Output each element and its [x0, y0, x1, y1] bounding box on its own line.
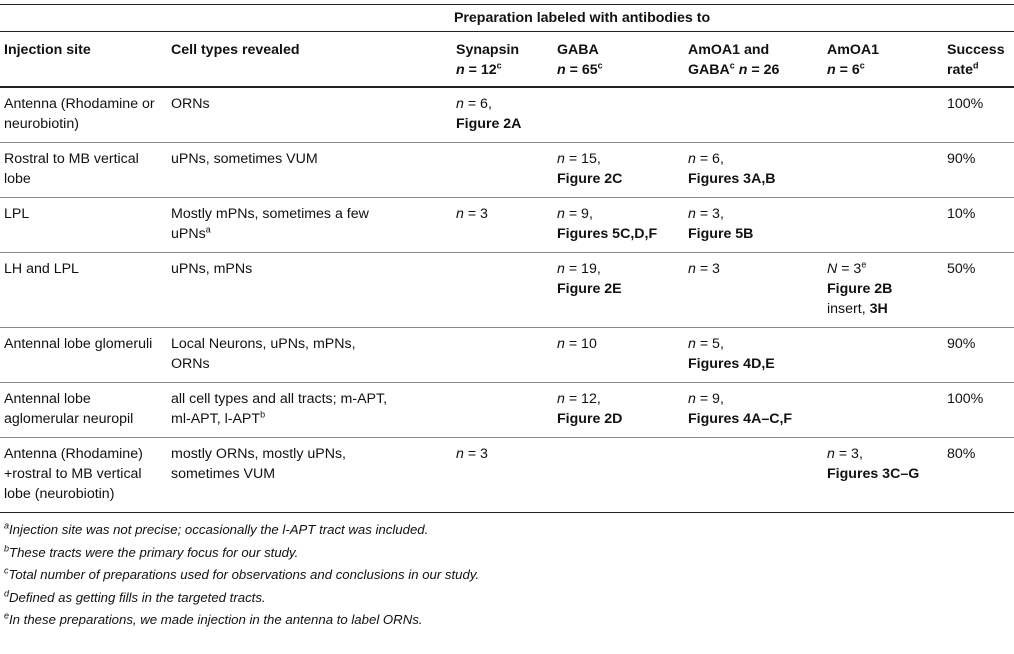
amoa1-gaba-figure-ref: Figures 4A–C,F — [688, 411, 793, 427]
cell-gaba — [557, 143, 688, 198]
group-header: Preparation labeled with antibodies to — [0, 5, 1014, 32]
amoa1-gaba-n-symbol: n — [688, 151, 696, 167]
footnote-mark: d — [4, 588, 10, 599]
cell-amoa1 — [827, 328, 947, 383]
cell-amoa1-gaba — [688, 253, 827, 328]
cell-gaba — [557, 328, 688, 383]
amoa1-n-value: = 3 — [837, 261, 862, 277]
cell-amoa1 — [827, 438, 947, 513]
gaba-n-value: = 10 — [564, 336, 597, 352]
cell-amoa1-gaba — [688, 143, 827, 198]
amoa1-n-symbol: N — [827, 261, 838, 277]
cell-amoa1-gaba — [688, 87, 827, 143]
footnote — [4, 589, 266, 607]
cell-cell-types — [171, 253, 456, 328]
footnote — [4, 611, 422, 629]
synapsin-n-value: = 3 — [463, 446, 488, 462]
cell-types-text: Local Neurons, uPNs, mPNs, ORNs — [171, 336, 356, 372]
synapsin-figure-ref: Figure 2A — [456, 116, 522, 132]
amoa1-gaba-n-symbol: n — [688, 261, 696, 277]
col-amoa1 — [827, 32, 947, 88]
col-synapsin-name: Synapsin — [456, 42, 520, 58]
cell-gaba — [557, 253, 688, 328]
cell-synapsin — [456, 143, 557, 198]
cell-types-sup: a — [205, 224, 211, 235]
footnote-mark: e — [4, 610, 10, 621]
cell-amoa1 — [827, 87, 947, 143]
footnote-text: In these preparations, we made injection in the antenna to label ORNs. — [9, 612, 423, 627]
column-header-row — [0, 32, 1014, 88]
cell-amoa1-gaba — [688, 383, 827, 438]
amoa1-extra: insert, — [827, 301, 870, 317]
amoa1-gaba-figure-ref: Figure 5B — [688, 226, 754, 242]
col-success-rate — [947, 32, 1014, 88]
amoa1-gaba-figure-ref: Figures 3A,B — [688, 171, 776, 187]
cell-types-text: uPNs, sometimes VUM — [171, 151, 318, 167]
cell-injection-site: LPL — [0, 198, 171, 253]
amoa1-figure-ref: Figure 2B — [827, 281, 893, 297]
table-row — [0, 143, 1014, 198]
footnote — [4, 566, 479, 584]
col-amoa1-gaba — [688, 32, 827, 88]
gaba-n-value: = 19, — [564, 261, 601, 277]
col-success-sup: d — [973, 60, 979, 71]
footnote-text: These tracts were the primary focus for our study. — [9, 544, 299, 560]
amoa1-gaba-n-symbol: n — [688, 206, 696, 222]
cell-injection-site: Antennal lobe aglomerular neuropil — [0, 383, 171, 438]
cell-synapsin — [456, 438, 557, 513]
cell-amoa1 — [827, 383, 947, 438]
cell-types-text: all cell types and all tracts; m-APT, ml-APT, l-APT — [171, 391, 388, 427]
col-amoa1-gaba-n: n — [738, 62, 748, 78]
amoa1-sup: e — [861, 259, 867, 270]
col-gaba-sup: c — [597, 60, 603, 71]
col-amoa1-n: n — [827, 62, 836, 78]
gaba-n-symbol: n — [557, 151, 565, 167]
amoa1-extra-figure: 3H — [869, 301, 888, 317]
col-amoa1-gaba-line2: GABA — [688, 62, 730, 78]
footnote-mark: a — [4, 520, 10, 531]
cell-synapsin — [456, 383, 557, 438]
cell-synapsin — [456, 87, 557, 143]
footnote — [4, 544, 298, 562]
cell-synapsin — [456, 198, 557, 253]
cell-amoa1 — [827, 198, 947, 253]
cell-synapsin — [456, 328, 557, 383]
cell-types-text: mostly ORNs, mostly uPNs, sometimes VUM — [171, 446, 347, 482]
amoa1-figure-ref: Figures 3C–G — [827, 466, 920, 482]
col-gaba — [557, 32, 688, 88]
col-synapsin-nval: = 12 — [464, 62, 497, 78]
footnote-text: Defined as getting fills in the targeted tracts. — [9, 589, 266, 605]
amoa1-gaba-n-value: = 3, — [695, 206, 724, 222]
gaba-n-value: = 15, — [564, 151, 601, 167]
cell-cell-types — [171, 328, 456, 383]
cell-success-rate: 80% — [947, 438, 1014, 513]
col-gaba-nval: = 65 — [565, 62, 598, 78]
cell-gaba — [557, 87, 688, 143]
gaba-n-value: = 9, — [564, 206, 593, 222]
cell-amoa1-gaba — [688, 328, 827, 383]
table-row — [0, 253, 1014, 328]
cell-amoa1-gaba — [688, 198, 827, 253]
footnote-mark: c — [4, 565, 9, 576]
gaba-figure-ref: Figure 2D — [557, 411, 623, 427]
col-injection-site: Injection site — [0, 32, 171, 88]
cell-success-rate: 90% — [947, 328, 1014, 383]
col-cell-types: Cell types revealed — [171, 32, 456, 88]
footnote-text: Total number of preparations used for observations and conclusions in our study. — [8, 567, 480, 582]
col-amoa1-gaba-nval: = 26 — [747, 62, 780, 78]
amoa1-gaba-figure-ref: Figures 4D,E — [688, 356, 775, 372]
amoa1-gaba-n-value: = 6, — [695, 151, 724, 167]
col-amoa1-sup: c — [859, 60, 865, 71]
col-amoa1-nval: = 6 — [835, 62, 860, 78]
cell-cell-types — [171, 198, 456, 253]
cell-cell-types — [171, 87, 456, 143]
amoa1-gaba-n-value: = 3 — [695, 261, 720, 277]
cell-injection-site: Antenna (Rhodamine or neurobiotin) — [0, 87, 171, 143]
cell-synapsin — [456, 253, 557, 328]
table-row — [0, 438, 1014, 513]
cell-success-rate: 100% — [947, 87, 1014, 143]
gaba-n-symbol: n — [557, 336, 565, 352]
table-row — [0, 328, 1014, 383]
cell-amoa1 — [827, 253, 947, 328]
col-success-line1: Success — [947, 42, 1005, 58]
gaba-n-symbol: n — [557, 391, 565, 407]
gaba-n-value: = 12, — [564, 391, 601, 407]
cell-cell-types — [171, 438, 456, 513]
footnote-mark: b — [4, 543, 10, 554]
cell-types-sup: b — [260, 409, 266, 420]
amoa1-gaba-n-symbol: n — [688, 391, 696, 407]
gaba-n-symbol: n — [557, 206, 565, 222]
table-row — [0, 87, 1014, 143]
cell-success-rate: 90% — [947, 143, 1014, 198]
cell-amoa1 — [827, 143, 947, 198]
table-row — [0, 383, 1014, 438]
col-synapsin — [456, 32, 557, 88]
footnote-text: Injection site was not precise; occasionally the l-APT tract was included. — [9, 522, 429, 537]
synapsin-n-value: = 3 — [463, 206, 488, 222]
footnote — [4, 521, 428, 539]
cell-injection-site: LH and LPL — [0, 253, 171, 328]
col-amoa1-name: AmOA1 — [827, 42, 880, 58]
cell-injection-site: Antenna (Rhodamine) +rostral to MB vertical lobe (neurobiotin) — [0, 438, 171, 513]
col-amoa1-gaba-line1: AmOA1 and — [688, 42, 770, 58]
gaba-figure-ref: Figure 2C — [557, 171, 623, 187]
col-gaba-n: n — [557, 62, 566, 78]
cell-success-rate: 10% — [947, 198, 1014, 253]
cell-gaba — [557, 438, 688, 513]
data-table — [0, 4, 1014, 513]
cell-types-text: ORNs — [171, 96, 210, 112]
col-synapsin-sup: c — [496, 60, 502, 71]
cell-injection-site: Antennal lobe glomeruli — [0, 328, 171, 383]
amoa1-gaba-n-symbol: n — [688, 336, 696, 352]
amoa1-gaba-n-value: = 9, — [695, 391, 724, 407]
cell-success-rate: 100% — [947, 383, 1014, 438]
cell-gaba — [557, 383, 688, 438]
cell-types-text: Mostly mPNs, sometimes a few uPNs — [171, 206, 369, 242]
synapsin-n-symbol: n — [456, 206, 464, 222]
cell-amoa1-gaba — [688, 438, 827, 513]
cell-injection-site: Rostral to MB vertical lobe — [0, 143, 171, 198]
cell-cell-types — [171, 383, 456, 438]
cell-gaba — [557, 198, 688, 253]
col-synapsin-n: n — [456, 62, 465, 78]
col-amoa1-gaba-sup: c — [729, 60, 735, 71]
col-gaba-name: GABA — [557, 42, 599, 58]
amoa1-gaba-n-value: = 5, — [695, 336, 724, 352]
table-row — [0, 198, 1014, 253]
synapsin-n-symbol: n — [456, 96, 464, 112]
col-success-line2: rate — [947, 62, 974, 78]
cell-success-rate: 50% — [947, 253, 1014, 328]
amoa1-n-value: = 3, — [834, 446, 863, 462]
cell-types-text: uPNs, mPNs — [171, 261, 253, 277]
cell-cell-types — [171, 143, 456, 198]
gaba-n-symbol: n — [557, 261, 565, 277]
gaba-figure-ref: Figure 2E — [557, 281, 622, 297]
synapsin-n-symbol: n — [456, 446, 464, 462]
synapsin-n-value: = 6, — [463, 96, 492, 112]
gaba-figure-ref: Figures 5C,D,F — [557, 226, 658, 242]
amoa1-n-symbol: n — [827, 446, 835, 462]
